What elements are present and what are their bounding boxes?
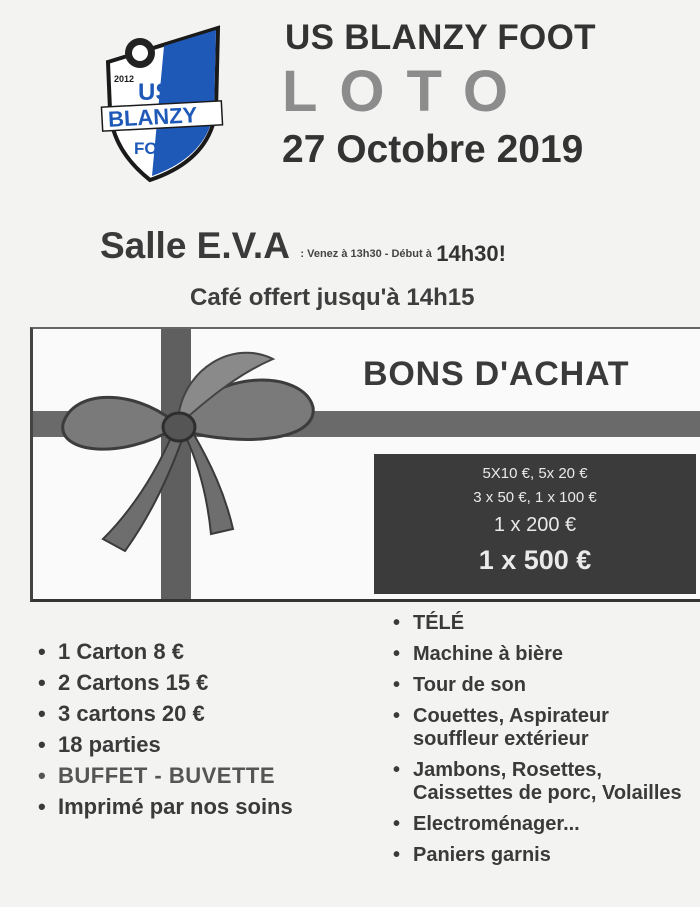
voucher-prizes-panel <box>374 454 696 594</box>
logo-foot: FOOT <box>134 139 182 158</box>
logo-blanzy: BLANZY <box>107 102 198 132</box>
voucher-line: 3 x 50 €, 1 x 100 € <box>473 489 597 506</box>
list-item: • 2 Cartons 15 € <box>38 670 209 695</box>
bullet-icon: • <box>38 701 46 726</box>
list-item: • Tour de son <box>393 674 526 696</box>
prizes-list <box>393 612 693 875</box>
club-name: US BLANZY FOOT <box>285 18 596 57</box>
list-item: • Jambons, Rosettes, Caissettes de porc, Volailles <box>393 759 682 804</box>
pricing-list <box>38 640 358 826</box>
list-item: • 18 parties <box>38 732 161 757</box>
list-item: • Couettes, Aspirateur souffleur extérieur <box>393 705 609 750</box>
list-item: • 3 cartons 20 € <box>38 701 205 726</box>
coffee-note: Café offert jusqu'à 14h15 <box>190 284 475 311</box>
list-item: • Machine à bière <box>393 643 564 665</box>
logo-year: 2012 <box>114 74 135 84</box>
bullet-icon: • <box>38 732 46 757</box>
bullet-icon: • <box>393 674 401 696</box>
voucher-line: 1 x 200 € <box>493 514 577 536</box>
start-time: 14h30! <box>436 240 506 266</box>
event-date: 27 Octobre 2019 <box>282 128 584 171</box>
venue-name: Salle E.V.A <box>100 225 290 266</box>
voucher-line-main: 1 x 500 € <box>478 545 592 575</box>
list-item: • BUFFET - BUVETTE <box>38 763 275 788</box>
bullet-icon: • <box>38 763 47 788</box>
logo-us: US <box>138 79 172 106</box>
bullet-icon: • <box>393 705 401 727</box>
bullet-icon: • <box>393 813 401 835</box>
event-title: LOTO <box>282 59 531 124</box>
list-item: • Paniers garnis <box>393 844 551 866</box>
venue-row <box>100 225 506 267</box>
bullet-icon: • <box>393 643 401 665</box>
bullet-icon: • <box>393 844 401 866</box>
list-item: • 1 Carton 8 € <box>38 639 184 664</box>
list-item: • Electroménager... <box>393 813 580 835</box>
vouchers-title: BONS D'ACHAT <box>363 355 630 393</box>
bullet-icon: • <box>393 612 401 634</box>
bullet-icon: • <box>38 794 46 819</box>
bullet-icon: • <box>38 670 46 695</box>
list-item: • TÉLÉ <box>393 612 465 634</box>
voucher-box <box>30 327 700 602</box>
voucher-line: 5X10 €, 5x 20 € <box>482 465 588 482</box>
bullet-icon: • <box>38 639 46 664</box>
arrival-note: : Venez à 13h30 - Début à <box>300 247 432 260</box>
bullet-icon: • <box>393 759 401 781</box>
club-logo <box>100 20 225 185</box>
list-item: • Imprimé par nos soins <box>38 794 293 819</box>
